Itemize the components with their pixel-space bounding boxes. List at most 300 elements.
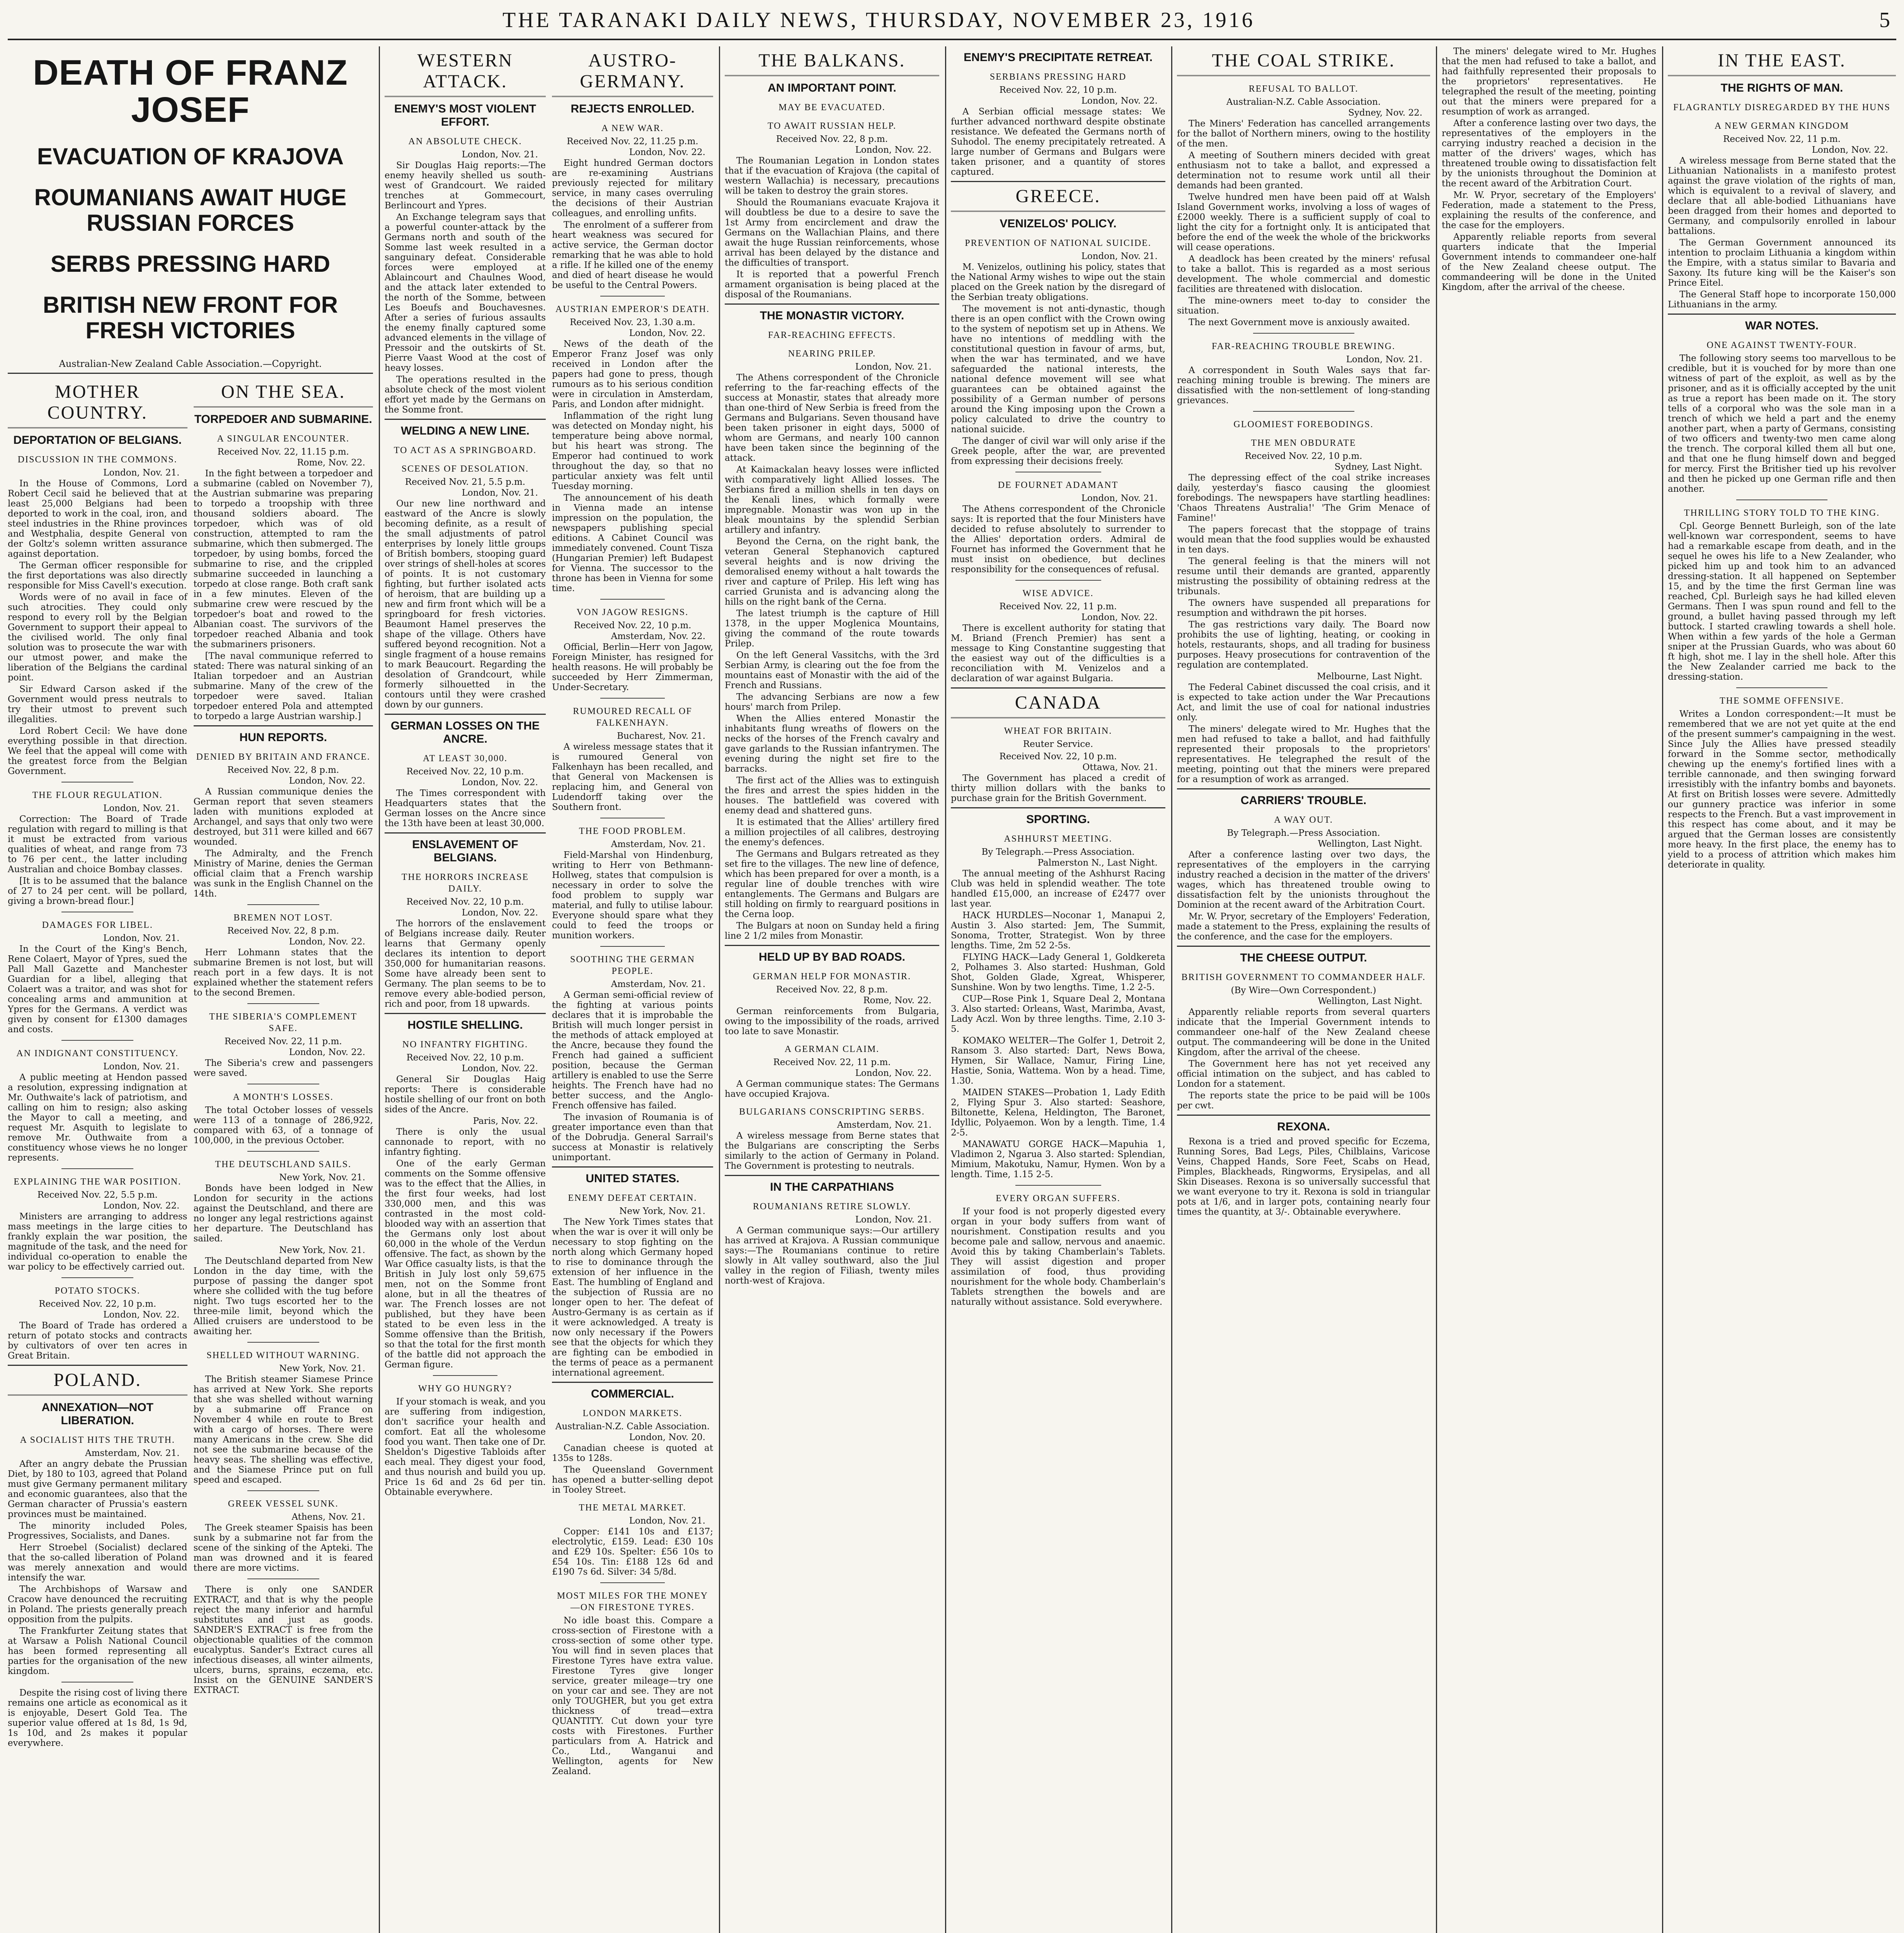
divider	[552, 1166, 713, 1168]
story-subhead: A SOCIALIST HITS THE TRUTH.	[20, 1435, 175, 1445]
column-rule	[1662, 46, 1663, 1933]
divider	[8, 373, 373, 374]
story-subhead: THRILLING STORY TOLD TO THE KING.	[1684, 508, 1880, 518]
paragraph: The horrors of the enslavement of Belgians increase daily. Reuter learns that Germany openly declares its intention to deport 350,000 for humanitarian reasons. Some have already been sent to Germany. The plan seems to be to remove every able-bodied person, rich and poor, from 18 upwards.	[385, 919, 546, 1009]
section-title: THE COAL STRIKE.	[1177, 50, 1430, 76]
section-title: THE BALKANS.	[725, 50, 939, 76]
paragraph: The Athens correspondent of the Chronicle says: It is reported that the four Ministers have decided to refuse absolutely to surrender to the Allies' deportation orders. Admiral de Fournet has informed the Government that he must insist on obedience, but declines responsibility for the consequences of refusal.	[951, 504, 1165, 574]
story-headline: HOSTILE SHELLING.	[407, 1019, 523, 1031]
paragraph: Beyond the Cerna, on the right bank, the veteran General Stephanovich captured several heights and is now driving the demoralised enemy without a halt towards the river and capture of Prilep. His left wing has carried Grunista and is advancing along the hills on the right bank of the Cerna.	[725, 537, 939, 607]
story-subhead: AUSTRIAN EMPEROR'S DEATH.	[555, 304, 710, 314]
story-subhead: EXPLAINING THE WAR POSITION.	[14, 1177, 182, 1187]
divider	[247, 1003, 319, 1004]
dateline: Received Nov. 22, 10 p.m.	[39, 1299, 157, 1309]
divider	[600, 946, 665, 947]
cable-credit: Australian-New Zealand Cable Association.—Copyright.	[59, 358, 322, 369]
paragraph: The mine-owners meet to-day to consider the situation.	[1177, 296, 1430, 316]
dateline: New York, Nov. 21.	[279, 1364, 365, 1374]
dateline: London, Nov. 21.	[462, 488, 538, 498]
dateline: By Telegraph.—Press Association.	[981, 847, 1135, 857]
paragraph: The New York Times states that when the war is over it will only be necessary to stop fighting on the north along which Germany hoped to rise to dominance through the extension of her influence in the East. The humbling of England and the subjection of Russia are no longer open to her. The defeat of Austro-Germany is as certain as if it were acknowledged. A treaty is now only necessary if the Powers see that the objects for which they are fighting can be embodied in the terms of peace as a permanent international agreement.	[552, 1217, 713, 1378]
paragraph: The gas restrictions vary daily. The Board now prohibits the use of lighting, heating, or cooking in hotels, restaurants, shops, and all trading for business purposes. Heavy prosecutions for contravention of the regulation are contemplated.	[1177, 620, 1430, 670]
story-headline: SPORTING.	[1026, 813, 1090, 826]
paragraph: The following story seems too marvellous to be credible, but it is vouched for by more than one witness of part of the exploit, as well as by the prisoner, and as it is officially accepted by the unit as true a report has been made on it. The story tells of a corporal who was the sole man in a trench of which we held a part and the enemy another part, when a party of Germans, consisting of two officers and twenty-two men came along the trench. The corporal killed them all but one, and that one he flung himself down and begged for mercy. First the Britisher tied up his revolver and then he picked up one German rifle and then another.	[1668, 353, 1896, 494]
dateline: Received Nov. 23, 1.30 a.m.	[570, 317, 695, 327]
paragraph: The Board of Trade has ordered a return of potato stocks and contracts by cultivators of over ten acres in Great Britain.	[8, 1321, 187, 1361]
dateline: Received Nov. 22, 11.15 p.m.	[217, 447, 349, 457]
dateline: New York, Nov. 21.	[279, 1173, 365, 1183]
paragraph: The owners have suspended all preparations for resumption and withdrawn the pit horses.	[1177, 598, 1430, 618]
paragraph: Mr. W. Pryor, secretary of the Employers' Federation, made a statement to the Press, explaining the results of the conference, and the case for the employers.	[1177, 912, 1430, 942]
dateline: London, Nov. 22.	[629, 147, 705, 157]
paragraph: The Germans and Bulgars retreated as they set fire to the villages. The new line of defence, which has been prepared for over a month, is a regular line of double trenches with wire entanglements. The Germans and Bulgars are still holding on firmly to rearguard positions in the Cerna loop.	[725, 849, 939, 919]
story-subhead: SERBIANS PRESSING HARD	[989, 72, 1127, 82]
column-rule	[379, 46, 380, 1933]
divider	[247, 904, 319, 905]
divider	[247, 1578, 319, 1579]
story-headline: AN IMPORTANT POINT.	[768, 82, 896, 94]
dateline: Wellington, Last Night.	[1318, 996, 1422, 1006]
main-headline: DEATH OF FRANZ JOSEF	[33, 53, 348, 130]
dateline: London, Nov. 22.	[629, 328, 705, 338]
divider	[1177, 946, 1430, 947]
paragraph: Sir Douglas Haig reports:—The enemy heavily shelled us south-west of Grandcourt. We raided trenches at Gommecourt, Berlincourt and Ypres.	[385, 160, 546, 211]
dateline: London, Nov. 21.	[1081, 251, 1158, 261]
divider	[1253, 411, 1354, 412]
story-subhead: GLOOMIEST FOREBODINGS.	[1233, 419, 1374, 430]
paragraph: [It is to be assumed that the balance of 27 to 24 per cent. will be pollard, giving a brown-bread flour.]	[8, 876, 187, 906]
page-number: 5	[1879, 8, 1892, 32]
continuation-column	[1442, 46, 1656, 1933]
dateline: Received Nov. 22, 5.5 p.m.	[37, 1190, 158, 1200]
paragraph: The enrolment of a sufferer from heart weakness was secured for active service, the German doctor remarking that he was able to hold a rifle. If he killed one of the enemy and died of heart disease he would be useful to the Central Powers.	[552, 220, 713, 290]
section-title: IN THE EAST.	[1668, 50, 1896, 76]
dateline: Australian-N.Z. Cable Association.	[555, 1422, 710, 1432]
story-subhead: GREEK VESSEL SUNK.	[228, 1499, 339, 1509]
paragraph: The advancing Serbians are now a few hours' march from Prilep.	[725, 692, 939, 712]
paragraph: The Government here has not yet received any official intimation on the subject, and has cabled to London for a statement.	[1177, 1059, 1430, 1089]
story-headline: ANNEXATION—NOT LIBERATION.	[41, 1401, 153, 1427]
story-subhead: BULGARIANS CONSCRIPTING SERBS.	[739, 1107, 925, 1117]
story-subhead: A GERMAN CLAIM.	[784, 1044, 880, 1054]
dateline: By Telegraph.—Press Association.	[1227, 828, 1380, 838]
paragraph: Ministers are arranging to address mass meetings in the large cities to frankly explain the war position, the magnitude of the task, and the need for individual co-operation to enable the war policy to be effectively carried out.	[8, 1212, 187, 1272]
dateline: New York, Nov. 21.	[279, 1245, 365, 1255]
paragraph: The Athens correspondent of the Chronicle referring to the far-reaching effects of the success at Monastir, states that already more than one-third of New Serbia is freed from the Germans and Bulgarians. Seven thousand have been taken prisoner in eight days, 5000 of whom are Germans, and nearly 100 cannon have been taken since the beginning of the attack.	[725, 373, 939, 463]
dateline: London, Nov. 21.	[103, 803, 180, 813]
story-headline: HELD UP BY BAD ROADS.	[759, 951, 905, 963]
story-subhead: TO AWAIT RUSSIAN HELP.	[767, 121, 897, 131]
paragraph: Twelve hundred men have been paid off at Walsh Island Government works, involving a loss of wages of £2000 weekly. There is a sufficient supply of coal to light the city for a fortnight only. It is anticipated that before the end of the week the whole of the brickworks will cease operations.	[1177, 192, 1430, 252]
story-subhead: THE DEUTSCHLAND SAILS.	[215, 1159, 352, 1169]
dateline: Australian-N.Z. Cable Association.	[1226, 97, 1381, 107]
divider	[725, 945, 939, 946]
dateline: Bucharest, Nov. 21.	[617, 731, 705, 741]
story-headline: GERMAN LOSSES ON THE ANCRE.	[390, 719, 540, 745]
dateline: Received Nov. 22, 8 p.m.	[227, 926, 339, 936]
advertisement: There is only one SANDER EXTRACT, and that is why the people reject the many inferior and harmful substitutes and just as goods. SANDER'S EXTRACT is free from the objectionable qualities of the common eucalyptus. Sander's Extract cures all infectious diseases, all winter ailments, ulcers, burns, sprains, eczema, etc. Insist on the GENUINE SANDER'S EXTRACT.	[193, 1585, 373, 1695]
paragraph: Copper: £141 10s and £137; electrolytic, £159. Lead: £30 10s and £29 10s. Spelter: £56 10s to £54 10s. Tin: £188 12s 6d and £190 7s 6d. Silver: 34 5/8d.	[552, 1527, 713, 1577]
paragraph: On the left General Vassitchs, with the 3rd Serbian Army, is clearing out the foe from the mountains east of Monastir with the aid of the French and Russians.	[725, 650, 939, 690]
story-subhead: ONE AGAINST TWENTY-FOUR.	[1706, 340, 1857, 350]
paragraph: There is excellent authority for stating that M. Briand (French Premier) has sent a message to King Constantine suggesting that the easiest way out of the difficulties is a reconciliation with M. Venizelos and a declaration of war against Bulgaria.	[951, 623, 1165, 684]
dateline: London, Nov. 22.	[289, 937, 365, 947]
divider	[385, 714, 546, 715]
divider	[61, 1168, 133, 1169]
advertisement: No idle boast this. Compare a cross-section of Firestone with a cross-section of some other type. You will find in seven places that Firestone Tyres have extra value. Firestone Tyres give longer service, greater mileage—try one on your car and see. They are not only TOUGHER, but you get extra thickness of tread—extra QUANTITY. Cut down your tyre costs with Firestones. Further particulars from A. Hatrick and Co., Ltd., Wanganui and Wellington, agents for New Zealand.	[552, 1616, 713, 1776]
masthead-title: THE TARANAKI DAILY NEWS, THURSDAY, NOVEMBER 23, 1916	[502, 8, 1255, 32]
paragraph: The Frankfurter Zeitung states that at Warsaw a Polish National Council has been formed representing all parties for the organisation of the new kingdom.	[8, 1626, 187, 1676]
headline-british-front: BRITISH NEW FRONT FOR FRESH VICTORIES	[43, 292, 338, 343]
dateline: Amsterdam, Nov. 22.	[611, 631, 705, 641]
divider	[1736, 687, 1827, 688]
dateline: Received Nov. 22, 10 p.m.	[999, 85, 1117, 95]
coal-strike-column	[1177, 46, 1430, 1933]
divider	[385, 1013, 546, 1014]
paragraph: A Russian communique denies the German report that seven steamers laden with munitions exploded at Archangel, and says that only two were destroyed, but 311 were killed and 667 wounded.	[193, 787, 373, 847]
dateline: Melbourne, Last Night.	[1317, 672, 1422, 682]
paragraph: Eight hundred German doctors are re-examining Austrians previously rejected for military service, in many cases overruling the decisions of their Austrian colleagues, and enrolling unfits.	[552, 158, 713, 218]
story-headline: THE MONASTIR VICTORY.	[760, 309, 904, 322]
story-subhead: GERMAN HELP FOR MONASTIR.	[753, 972, 911, 982]
western-attack-column	[385, 46, 713, 1933]
headline-roumanians: ROUMANIANS AWAIT HUGE RUSSIAN FORCES	[34, 184, 347, 236]
paragraph: Apparently reliable reports from several quarters indicate that the Imperial Government intends to commandeer one-half of the New Zealand cheese output. The commandeering will be done in the United Kingdom, after the arrival of the cheese.	[1442, 232, 1656, 292]
divider	[61, 1040, 133, 1041]
paragraph: The German officer responsible for the first deportations was also directly responsible for Miss Cavell's execution.	[8, 561, 187, 591]
story-headline: DEPORTATION OF BELGIANS.	[13, 434, 182, 447]
enemy-retreat-column	[951, 46, 1165, 1933]
paragraph: The Admiralty, and the French Ministry of Marine, denies the German official claim that a French warship was sunk in the English Channel on the 14th.	[193, 849, 373, 899]
dateline: Received Nov. 22, 8 p.m.	[776, 985, 888, 995]
story-subhead: A WAY OUT.	[1274, 815, 1333, 825]
story-headline: HUN REPORTS.	[239, 731, 327, 744]
story-headline: THE CHEESE OUTPUT.	[1240, 951, 1367, 964]
divider	[385, 419, 546, 420]
paragraph: Correction: The Board of Trade regulation with regard to milling is that it must be extracted from various qualities of wheat, and range from 73 to 76 per cent., the latter including Australian and choice Bombay classes.	[8, 814, 187, 874]
paragraph: The movement is not anti-dynastic, though there is an open conflict with the Crown owing to the system of nepotism set up in Athens. We have no intentions of meddling with the constitutional question in favour of arms, but, when the war has terminated, and we have safeguarded the national interests, the national defence movement will see what guarantees can be obtained against the possibility of a German number of persons around the King imposing upon the Crown a policy calculated to drive the country to national suicide.	[951, 304, 1165, 435]
story-subhead: A NEW WAR.	[601, 123, 664, 133]
paragraph: M. Venizelos, outlining his policy, states that the National Army wishes to wipe out the stain placed on the Greek nation by the disregard of the Serbian treaty obligations.	[951, 262, 1165, 302]
dateline: Received Nov. 22, 10 p.m.	[406, 767, 524, 777]
story-subhead: A SINGULAR ENCOUNTER.	[217, 434, 350, 444]
story-headline: IN THE CARPATHIANS	[770, 1181, 894, 1193]
divider	[1253, 333, 1354, 334]
divider	[725, 303, 939, 305]
story-subhead: NEARING PRILEP.	[788, 349, 876, 359]
dateline: Amsterdam, Nov. 21.	[837, 1120, 932, 1130]
dateline: Received Nov. 22, 10 p.m.	[406, 1053, 524, 1063]
paragraph: The Queensland Government has opened a butter-selling depot in Tooley Street.	[552, 1465, 713, 1495]
paragraph: A Serbian official message states: We further advanced northward despite obstinate resistance. We defeated the Germans north of Suhodol. The enemy precipitately retreated. A large number of Germans and Bulgars were taken prisoner, and a quantity of stores captured.	[951, 107, 1165, 177]
story-subhead: WHEAT FOR BRITAIN.	[1004, 726, 1112, 736]
story-subhead: NO INFANTRY FIGHTING.	[402, 1040, 528, 1050]
paragraph: The Deutschland departed from New London in the day time, with the purpose of passing the danger spot where she collided with the tug before night. Two tugs escorted her to the three-mile limit, beyond which the Allied cruisers are understood to be awaiting her.	[193, 1256, 373, 1336]
story-subhead: DENIED BY BRITAIN AND FRANCE.	[196, 752, 371, 762]
race-result: MANAWATU GORGE HACK—Mapuhia 1, Vladimon 2, Ngarua 3. Also started: Splendian, Mimium, Makotuku, Namur, Hymen. Won by a length. Time, 1.15 2-5.	[951, 1139, 1165, 1180]
dateline: Received Nov. 22, 8 p.m.	[776, 134, 888, 144]
paragraph: The general feeling is that the miners will not resume until their demands are granted, apparently mistrusting the possibility of obtaining redress at the tribunals.	[1177, 556, 1430, 597]
story-subhead: ENEMY DEFEAT CERTAIN.	[568, 1193, 697, 1203]
balkans-column	[725, 46, 939, 1933]
masthead	[0, 8, 1904, 35]
story-subhead: BREMEN NOT LOST.	[233, 913, 333, 923]
story-subhead: TO ACT AS A SPRINGBOARD.	[393, 445, 537, 455]
dateline: London, Nov. 21.	[629, 1516, 705, 1526]
story-subhead: THE HORRORS INCREASE DAILY.	[401, 872, 529, 894]
paragraph: A public meeting at Hendon passed a resolution, expressing indignation at Mr. Outhwaite's lack of patriotism, and calling on him to resign; also asking the Mayor to call a meeting, and request Mr. Asquith to legislate to remove Mr. Outhwaite from a constituency whose views he no longer represents.	[8, 1072, 187, 1163]
dateline: Palmerston N., Last Night.	[1037, 858, 1158, 868]
race-result: FLYING HACK—Lady General 1, Goldkereta 2, Polhames 3. Also started: Hushman, Gold Shot, Golden Glade, Xgreat, Whisperer, Sunshine. Won by two lengths. Time, 1.2 2-5.	[951, 952, 1165, 992]
story-subhead: WHY GO HUNGRY?	[418, 1384, 513, 1394]
paragraph: When the Allies entered Monastir the inhabitants flung wreaths of flowers on the necks of the horses of the French cavalry and gave garlands to the Russian infantrymen. The evening during the night set fire to the barracks.	[725, 714, 939, 774]
dateline: London, Nov. 22.	[289, 1047, 365, 1057]
paragraph: After a conference lasting over two days, the representatives of the employers in the carrying industry reached a decision in the matter of the drivers' wages, which has threatened trouble owing to dissatisfaction felt by the unionists throughout the Dominion at the recent award of the Arbitration Court.	[1177, 850, 1430, 910]
dateline: London, Nov. 20.	[629, 1432, 705, 1442]
divider	[951, 181, 1165, 182]
section-title: WESTERN ATTACK.	[385, 50, 546, 97]
paragraph: News of the death of the Emperor Franz Josef was only received in London after the papers had gone to press, though rumours as to his serious condition were in circulation in Amsterdam, Paris, and London after midnight.	[552, 339, 713, 409]
paragraph: The annual meeting of the Ashhurst Racing Club was held in splendid weather. The tote handled £15,000, an increase of £2477 over last year.	[951, 869, 1165, 909]
mother-country-section	[8, 378, 187, 1750]
dateline: Athens, Nov. 21.	[291, 1512, 365, 1522]
paragraph: The Archbishops of Warsaw and Cracow have denounced the recruiting in Poland. The priests generally preach opposition from the pulpits.	[8, 1584, 187, 1624]
paragraph: The Roumanian Legation in London states that if the evacuation of Krajova (the capital of western Wallachia) is necessary, precautions will be taken to destroy the grain stores.	[725, 156, 939, 196]
paragraph: The miners' delegate wired to Mr. Hughes that the men had refused to take a ballot, and had faithfully represented their proposals to the proprietors' representatives. He telegraphed the result of the meeting, pointing out that the miners were prepared for a resumption of work as arranged.	[1442, 46, 1656, 117]
dateline: Paris, Nov. 22.	[473, 1116, 538, 1126]
paragraph: Inflammation of the right lung was detected on Monday night, his temperature being above normal, but his heart was strong. The Emperor had continued to work throughout the day, so that no particular anxiety was felt until Tuesday morning.	[552, 411, 713, 491]
advertisement: Rexona is a tried and proved specific for Eczema, Running Sores, Bad Legs, Piles, Chilblains, Varicose Veins, Chapped Hands, Sore Feet, Scabs on Head, Pimples, Blackheads, Ringworms, Erysipelas, and all Skin Diseases. Rexona is so universally successful that we want everyone to try it. Rexona is sold in triangular pots at 1/6, and in larger pots, containing nearly four times the quantity, at 3/-. Obtainable everywhere.	[1177, 1137, 1430, 1217]
paragraph: At Kaimackalan heavy losses were inflicted with comparatively light Allied losses. The Serbians fired a million shells in ten days on the Kenali lines, which formally were impregnable. Monastir was won up in the bleak mountains by the splendid Serbian artillery and infantry.	[725, 465, 939, 535]
divider	[951, 687, 1165, 689]
story-headline: ENEMY'S PRECIPITATE RETREAT.	[964, 51, 1153, 64]
paragraph: Words were of no avail in face of such atrocities. They could only respond to every roll by the Belgian Government to support their appeal to the civilised world. The only final solution was to prosecute the war with our utmost power, and make the liberation of the Belgians the cardinal point.	[8, 592, 187, 683]
section-title: CANADA	[951, 692, 1165, 718]
section-title: POLAND.	[8, 1370, 187, 1396]
divider	[385, 832, 546, 834]
masthead-rule	[8, 39, 1896, 40]
paragraph: A correspondent in South Wales says that far-reaching mining trouble is brewing. The miners are dissatisfied with the non-settlement of long-standing grievances.	[1177, 365, 1430, 406]
paragraph: A wireless message from Berne stated that the Lithuanian Nationalists in a manifesto protest against the grave violation of the rights of man, which is equivalent to a revival of slavery, and declare that all able-bodied Lithuanians have been dragged from their homes and deported to Germany, and compulsorily enrolled in labour battalions.	[1668, 156, 1896, 236]
column-rule	[1171, 46, 1172, 1933]
paragraph: The danger of civil war will only arise if the Greek people, after the war, are prevented from expressing their decisions freely.	[951, 436, 1165, 466]
dateline: Reuter Service.	[1023, 739, 1093, 749]
story-subhead: BRITISH GOVERNMENT TO COMMANDEER HALF.	[1181, 972, 1426, 982]
dateline: London, Nov. 22.	[1081, 96, 1158, 106]
story-subhead: THE METAL MARKET.	[579, 1503, 686, 1513]
dateline: Rome, Nov. 22.	[863, 995, 932, 1006]
paragraph: In the Court of the King's Bench, Rene Colaert, Mayor of Ypres, sued the Pall Mall Gazette and Manchester Guardian for a libel, alleging that Colaert was a traitor, and was shot for concealing arms and ammunition at Ypres for the Germans. A verdict was given by consent for £1300 damages and costs.	[8, 944, 187, 1035]
story-subhead: A NEW GERMAN KINGDOM	[1714, 121, 1850, 131]
paragraph: A wireless message states that it is rumoured General von Falkenhayn has been recalled, and that General von Mackensen is replacing him, and General von Ludendorff taking over the Southern front.	[552, 742, 713, 812]
story-headline: VENIZELOS' POLICY.	[1000, 217, 1117, 230]
story-headline: CARRIERS' TROUBLE.	[1240, 794, 1367, 807]
story-subhead: LONDON MARKETS.	[582, 1408, 683, 1418]
paragraph: The operations resulted in the absolute check of the most violent effort yet made by the Germans on the Somme front.	[385, 375, 546, 415]
story-subhead: ROUMANIANS RETIRE SLOWLY.	[753, 1202, 911, 1212]
paragraph: A meeting of Southern miners decided with great enthusiasm not to take a ballot, and expressed a determination not to resume work until all their demands had been granted.	[1177, 150, 1430, 191]
sub-columns	[385, 46, 713, 1778]
race-result: CUP—Rose Pink 1, Square Deal 2, Montana 3. Also started: Orleans, Wast, Marimba, Avast, Lady Aczl. Won by three lengths. Time, 2.10 3-5.	[951, 994, 1165, 1034]
in-the-east-column	[1668, 46, 1896, 1933]
advertisement: If your stomach is weak, and you are suffering from indigestion, don't sacrifice your health and comfort. Eat all the wholesome food you want. Then take one of Dr. Sheldon's Digestive Tabloids after each meal. They digest your food, and thus nourish and build you up. Price 1s 6d and 2s 6d per tin. Obtainable everywhere.	[385, 1397, 546, 1497]
paragraph: A deadlock has been created by the miners' refusal to take a ballot. This is regarded as a most serious development. The whole commercial and domestic facilities are threatened with dislocation.	[1177, 254, 1430, 294]
divider	[1736, 499, 1827, 500]
dateline: Ottawa, Nov. 21.	[1082, 762, 1158, 772]
divider	[247, 1342, 319, 1343]
story-headline: REJECTS ENROLLED.	[571, 102, 695, 115]
paragraph: Our new line northward and eastward of the Ancre is slowly becoming definite, as a result of the small adjustments of patrol enterprises by lonely little groups of British bombers, stooping guard over strings of shell-holes at scores of points. It is not customary fighting, but further isolated acts of heroism, that are building up a new and firm front which will be a springboard for fresh victories. Beaumont Hamel preserves the shape of the village. Others have suffered beyond recognition. Not a single fragment of a house remains to mark Beaucourt. Regarding the desolation of Grandcourt, while formerly silhouetted in the contours until they were crashed down by our gunners.	[385, 499, 546, 710]
paragraph: Should the Roumanians evacuate Krajova it will doubtless be due to a desire to save the 1st Army from encirclement and draw the Germans on the Wallachian Plains, and there await the huge Russian reinforcements, whose arrival has been delayed by the distance and the difficulties of transport.	[725, 198, 939, 268]
dateline: London, Nov. 21.	[855, 1215, 932, 1225]
story-subhead: WISE ADVICE.	[1022, 588, 1094, 598]
paragraph: There is only the usual cannonade to report, with no infantry fighting.	[385, 1127, 546, 1157]
paragraph: Official, Berlin—Herr von Jagow, Foreign Minister, has resigned for health reasons. He will probably be succeeded by Herr Zimmerman, Under-Secretary.	[552, 642, 713, 692]
paragraph: After a conference lasting over two days, the representatives of the employers in the carrying industry reached a decision in the matter of the drivers' wages, which has threatened trouble owing to dissatisfaction felt by the unionists throughout the Dominion at the recent award of the Arbitration Court.	[1442, 118, 1656, 189]
western-attack-section	[385, 46, 546, 1778]
divider	[1177, 788, 1430, 789]
story-headline: UNITED STATES.	[586, 1172, 680, 1185]
dateline: London, Nov. 22.	[289, 776, 365, 786]
dateline: Sydney, Nov. 22.	[1348, 108, 1422, 118]
story-headline: COMMERCIAL.	[591, 1388, 674, 1400]
dateline: London, Nov. 21.	[103, 933, 180, 943]
paragraph: The Times correspondent with Headquarters states that the German losses on the Ancre since the 13th have been at least 30,000.	[385, 788, 546, 828]
paragraph: The German Government announced its intention to proclaim Lithuania a kingdom within the Empire, with a status similar to Bavaria and Saxony. Its future king will be the Kaiser's son Prince Eitel.	[1668, 238, 1896, 288]
story-subhead: MAY BE EVACUATED.	[778, 102, 886, 113]
paragraph: The Government has placed a credit of thirty million dollars with the banks to purchase grain for the British Government.	[951, 773, 1165, 803]
divider	[433, 1375, 497, 1376]
dateline: London, Nov. 22.	[103, 1310, 180, 1320]
story-subhead: MOST MILES FOR THE MONEY—ON FIRESTONE TYRES.	[557, 1591, 708, 1613]
dateline: London, Nov. 22.	[103, 1201, 180, 1211]
paragraph: The first act of the Allies was to extinguish the fires and arrest the spies hidden in the houses. The battlefield was covered with enemy dead and shattered guns.	[725, 776, 939, 816]
story-subhead: EVERY ORGAN SUFFERS.	[996, 1193, 1121, 1203]
paragraph: The latest triumph is the capture of Hill 1378, in the upper Moglenica Mountains, giving the command of the route towards Prilep.	[725, 609, 939, 649]
dateline: London, Nov. 21.	[462, 150, 538, 160]
dateline: (By Wire—Own Correspondent.)	[1231, 985, 1376, 995]
story-subhead: SOOTHING THE GERMAN PEOPLE.	[570, 955, 695, 976]
story-subhead: DISCUSSION IN THE COMMONS.	[17, 455, 177, 465]
story-subhead: DE FOURNET ADAMANT	[998, 480, 1119, 490]
story-subhead: THE FLOUR REGULATION.	[32, 790, 163, 800]
austro-germany-section	[552, 46, 713, 1778]
paragraph: One of the early German comments on the Somme offensive was to the effect that the Allies, in the first four weeks, had lost 330,000 men, and this was contrasted in the most cold-blooded way with an assertion that the Germans only lost about 60,000 in the whole of the Verdun offensive. The fact, as shown by the War Office casualty lists, is that the British in July lost only 59,675 men, not on the Somme front alone, but in all the theatres of war. The French losses are not published, but they have been stated to be even less in the Somme offensive than the British, so that the total for the first month of the battle did not approach the German figure.	[385, 1159, 546, 1370]
dateline: Received Nov. 22, 10 p.m.	[1245, 451, 1362, 461]
section-title: ON THE SEA.	[194, 382, 373, 407]
dateline: London, Nov. 22.	[855, 1068, 932, 1078]
paragraph: The Bulgars at noon on Sunday held a firing line 2 1/2 miles from Monastir.	[725, 921, 939, 941]
divider	[247, 1490, 319, 1491]
paragraph: In the House of Commons, Lord Robert Cecil said he believed that at least 25,000 Belgians had been deported to work in the coal, iron, and steel industries in the Rhine provinces and Westphalia, despite General von der Goltz's solemn written assurance against deportation.	[8, 479, 187, 559]
dateline: Received Nov. 22, 10 p.m.	[999, 752, 1117, 762]
paragraph: Sir Edward Carson asked if the Government would press neutrals to try their utmost to prevent such illegalities.	[8, 684, 187, 724]
paragraph: A wireless message from Berne states that the Bulgarians are conscripting the Serbs similarly to the action of Germany in Poland. The Government is protesting to neutrals.	[725, 1131, 939, 1171]
dateline: London, Nov. 21.	[855, 362, 932, 372]
dateline: Wellington, Last Night.	[1318, 839, 1422, 849]
paragraph: Mr. W. Pryor, secretary of the Employers' Federation, made a statement to the Press, explaining the results of the conference, and the case for the employers.	[1442, 190, 1656, 230]
paragraph: The miners' delegate wired to Mr. Hughes that the men had refused to take a ballot, and had faithfully represented their proposals to the proprietors' representatives. He telegraphed the result of the meeting, pointing out that the miners were prepared for a resumption of work as arranged.	[1177, 724, 1430, 784]
dateline: Amsterdam, Nov. 21.	[85, 1448, 180, 1458]
paragraph: The reports state the price to be paid will be 100s per cwt.	[1177, 1091, 1430, 1111]
dateline: Received Nov. 22, 8 p.m.	[227, 765, 339, 775]
story-subhead: REFUSAL TO BALLOT.	[1248, 84, 1359, 94]
dateline: New York, Nov. 21.	[619, 1206, 705, 1216]
dateline: Received Nov. 22, 10 p.m.	[574, 620, 691, 631]
dateline: London, Nov. 22.	[462, 1064, 538, 1074]
paragraph: General Sir Douglas Haig reports: There is considerable hostile shelling of our front on both sides of the Ancre.	[385, 1074, 546, 1115]
story-headline: ENEMY'S MOST VIOLENT EFFORT.	[394, 102, 536, 128]
column-rule	[719, 46, 720, 1933]
paragraph: Canadian cheese is quoted at 135s to 128s.	[552, 1443, 713, 1463]
story-subhead: AT LEAST 30,000.	[422, 753, 508, 764]
story-subhead: THE SOMME OFFENSIVE.	[1719, 696, 1844, 706]
divider	[552, 1382, 713, 1383]
story-subhead: POTATO STOCKS.	[54, 1286, 140, 1296]
divider	[600, 296, 665, 297]
race-result: HACK HURDLES—Noconar 1, Manapui 2, Austin 3. Also started: Jem, The Summit, Sonoma, Trotter, Strategist. Won by three lengths. Time, 2m 52 2-5s.	[951, 910, 1165, 951]
dateline: Received Nov. 22, 11 p.m.	[773, 1057, 891, 1067]
paragraph: It is estimated that the Allies' artillery fired a million projectiles of all calibres, destroying the enemy's defences.	[725, 817, 939, 847]
headline-krajova: EVACUATION OF KRAJOVA	[37, 143, 344, 169]
paragraph: After an angry debate the Prussian Diet, by 180 to 103, agreed that Poland must give Germany permanent military and economic guarantees, also that the German character of Prussia's eastern provinces must be maintained.	[8, 1459, 187, 1519]
dateline: London, Nov. 21.	[1346, 355, 1422, 365]
story-subhead: PREVENTION OF NATIONAL SUICIDE.	[965, 238, 1151, 248]
story-subhead: SCENES OF DESOLATION.	[401, 464, 529, 474]
story-subhead: VON JAGOW RESIGNS.	[576, 607, 689, 617]
paragraph: The papers forecast that the stoppage of trains would mean that the food supplies would be exhausted in ten days.	[1177, 525, 1430, 555]
story-subhead: FLAGRANTLY DISREGARDED BY THE HUNS	[1673, 102, 1891, 113]
advertisement: If your food is not properly digested every organ in your body suffers from want of nourishment. Constipation results and you become pale and sallow, nervous and anaemic. Avoid this by taking Chamberlain's Tablets. They will assist digestion and proper assimilation of food, thus providing nourishment for the whole body. Chamberlain's Tablets strengthen the bowels and are naturally without assistance. Sold everywhere.	[951, 1207, 1165, 1307]
story-headline: TORPEDOER AND SUBMARINE.	[194, 413, 372, 426]
sub-columns	[8, 378, 373, 1750]
story-headline: REXONA.	[1277, 1120, 1330, 1133]
story-subhead: THE SIBERIA'S COMPLEMENT SAFE.	[209, 1012, 358, 1033]
dateline: Received Nov. 22, 11 p.m.	[1723, 134, 1841, 144]
story-subhead: FAR-REACHING EFFECTS.	[768, 330, 896, 340]
divider	[1015, 580, 1101, 581]
dateline: Amsterdam, Nov. 21.	[611, 979, 705, 989]
divider	[61, 1277, 133, 1278]
paragraph: The announcement of his death in Vienna made an intense impression on the population, the newspapers publishing special editions. A Cabinet Council was immediately convened. Count Tisza (Hungarian Premier) left Budapest for Vienna. The successor to the throne has been in Vienna for some time.	[552, 493, 713, 593]
paragraph: The Siberia's crew and passengers were saved.	[193, 1058, 373, 1078]
paragraph: The Federal Cabinet discussed the coal crisis, and it is expected to take action under the War Precautions Act, and limit the use of coal for national industries only.	[1177, 682, 1430, 723]
paragraph: An Exchange telegram says that a powerful counter-attack by the Germans north and south of the Somme last week resulted in a sanguinary defeat. Considerable forces were employed at Ablaincourt and Chaulnes Wood, and the attack later extended to the north of the Somme, between Les Boeufs and Bouchavesnes. After a series of furious assaults the enemy finally captured some advanced elements in the village of Pressoir and the outskirts of St. Pierre Vaast Wood at the cost of heavy losses.	[385, 212, 546, 373]
dateline: Received Nov. 22, 11 p.m.	[224, 1036, 342, 1047]
paragraph: A German communique says:—Our artillery has arrived at Krajova. A Russian communique says:—The Roumanians continue to retire slowly in Alt valley southward, also the Jiul valley in the region of Filiash, twenty miles north-west of Krajova.	[725, 1226, 939, 1286]
on-the-sea-section	[194, 378, 373, 1750]
dateline: London, Nov. 22.	[1812, 145, 1888, 155]
dateline: Received Nov. 22, 11 p.m.	[999, 602, 1117, 612]
divider	[8, 1365, 187, 1366]
divider	[951, 807, 1165, 808]
story-subhead: AN ABSOLUTE CHECK.	[408, 136, 522, 147]
divider	[1015, 1185, 1101, 1186]
story-subhead: RUMOURED RECALL OF FALKENHAYN.	[573, 706, 692, 728]
paragraph: Writes a London correspondent:—It must be remembered that we are not yet quite at the end of the present summer's campaigning in the west. Since July the Allies have pressed steadily forward in the Somme sector, methodically chewing up the enemy's fortified lines with a terrible cannonade, and then swinging forward irresistibly with the infantry bombs and bayonets. At first on British losses were severe. Admittedly our gunnery practice was inferior in some respects to the French. But a vast improvement in this respect has come about, and it may be argued that the German losses are consistently more heavy. In the first place, the enemy has to yield to a process of attrition which makes him deteriorate in quality.	[1668, 709, 1896, 870]
paragraph: [The naval communique referred to stated: There was natural sinking of an Italian torpedoer and an Austrian submarine. Many of the crew of the torpedoer were saved. Italian torpedoer entered Pola and attempted to torpedo a large Austrian warship.]	[193, 651, 373, 721]
paragraph: Herr Lohmann states that the submarine Bremen is not lost, but will reach port in a few days. It is not explained whether the statement refers to the second Bremen.	[193, 948, 373, 998]
story-subhead: FAR-REACHING TROUBLE BREWING.	[1211, 341, 1396, 351]
paragraph: The next Government move is anxiously awaited.	[1189, 317, 1410, 327]
paragraph: Apparently reliable reports from several quarters indicate that the Imperial Government intends to commandeer one-half of the New Zealand cheese output. The commandeering will be done in the United Kingdom, after the arrival of the cheese.	[1177, 1007, 1430, 1057]
story-headline: THE RIGHTS OF MAN.	[1720, 82, 1843, 94]
story-subhead: ASHHURST MEETING.	[1004, 834, 1112, 844]
dateline: Received Nov. 21, 5.5 p.m.	[405, 477, 526, 487]
dateline: London, Nov. 22.	[462, 777, 538, 788]
column-rule	[945, 46, 946, 1933]
race-result: KOMAKO WELTER—The Golfer 1, Detroit 2, Ransom 3. Also started: Dart, News Bowa, Hymen, Sir Wallace, Namur, Firing Line, Hastie, Sonia, Wattema. Won by a head. Time, 1.30.	[951, 1036, 1165, 1086]
